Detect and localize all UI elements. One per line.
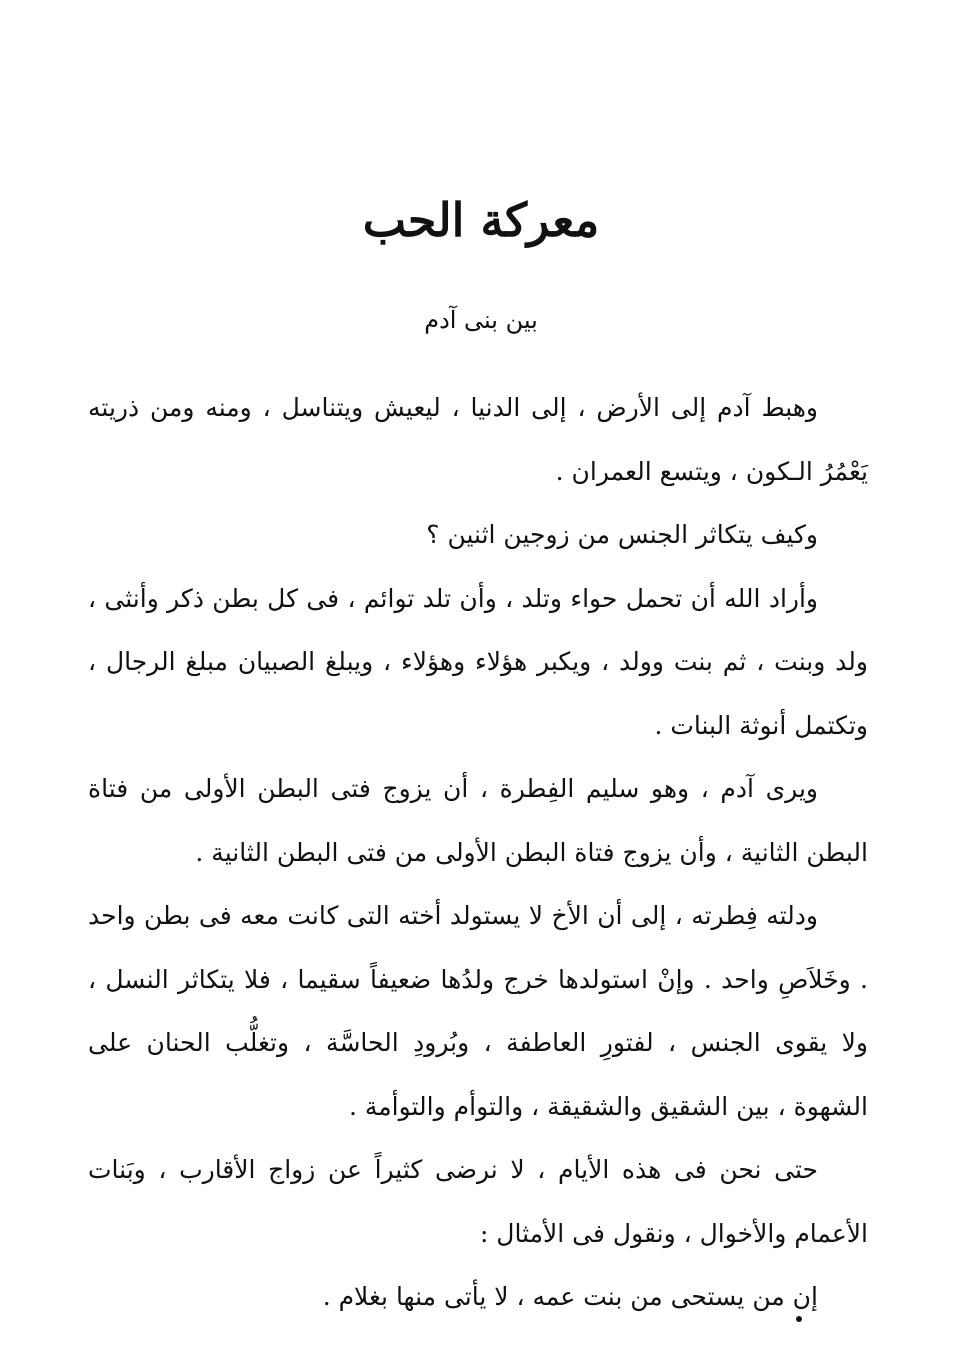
chapter-subtitle: بين بنى آدم bbox=[424, 306, 538, 334]
chapter-title: معركة الحب bbox=[362, 193, 600, 247]
paragraph-6: حتى نحن فى هذه الأيام ، لا نرضى كثيراً عن زواج الأقارب ، وبَنات الأعمام والأخوال ، ونقول فى الأمثال : bbox=[88, 1155, 868, 1248]
quoted-proverb: إن من يستحى من بنت عمه ، لا يأتى منها بغلام . bbox=[322, 1282, 818, 1311]
paragraph-2: وكيف يتكاثر الجنس من زوجين اثنين ؟ bbox=[426, 520, 818, 549]
paragraph-5: ودلته فِطرته ، إلى أن الأخ لا يستولد أخته التى كانت معه فى بطن واحد . وخَلاَصِ واحد . وإنْ استولدها خرج ولدُها ضعيفاً سقيما ، فلا يتكاثر النسل ، ولا يقوى الجنس ، لفتورِ العاطفة ، وبُرودِ الحاسَّة ، وتغلُّب الحنان على الشهوة ، بين الشقيق والشقيقة ، والتوأم والتوأمة . bbox=[88, 901, 868, 1121]
body-text bbox=[88, 376, 868, 1329]
ink-dot bbox=[796, 1316, 802, 1322]
paragraph-1: وهبط آدم إلى الأرض ، إلى الدنيا ، ليعيش ويتناسل ، ومنه ومن ذريته يَعْمُرُ الـكون ، ويتسع العمران . bbox=[88, 393, 868, 486]
paragraph-3: وأراد الله أن تحمل حواء وتلد ، وأن تلد توائم ، فى كل بطن ذكر وأنثى ، ولد وبنت ، ثم بنت وولد ، ويكبر هؤلاء وهؤلاء ، ويبلغ الصبيان مبلغ الرجال ، وتكتمل أنوثة البنات . bbox=[88, 583, 868, 740]
paragraph-4: ويرى آدم ، وهو سليم الفِطرة ، أن يزوج فتى البطن الأولى من فتاة البطن الثانية ، وأن يزوج فتاة البطن الأولى من فتى البطن الثانية . bbox=[88, 774, 868, 867]
